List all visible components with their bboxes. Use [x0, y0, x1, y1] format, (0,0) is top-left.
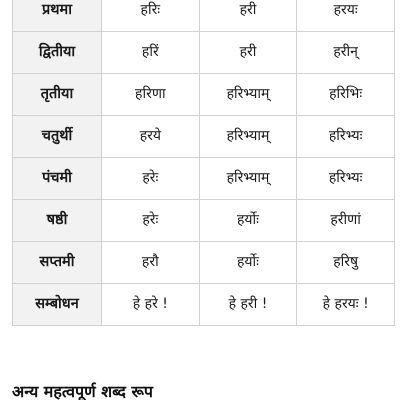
singular-form: हरेः [102, 158, 200, 200]
table-row [13, 284, 395, 326]
singular-form: हरिः [102, 0, 200, 32]
dual-form: हर्योः [199, 200, 297, 242]
case-label: प्रथमा [13, 0, 102, 32]
section-heading: अन्य महत्वपूर्ण शब्द रूप [12, 382, 154, 400]
plural-form: हरीणां [297, 200, 395, 242]
singular-form: हरिं [102, 32, 200, 74]
plural-form: हरिषु [297, 242, 395, 284]
plural-form: हरिभ्यः [297, 158, 395, 200]
dual-form: हरिभ्याम् [199, 116, 297, 158]
dual-form: हरिभ्याम् [199, 74, 297, 116]
plural-form: हरिभिः [297, 74, 395, 116]
singular-form: हे हरे ! [102, 284, 200, 326]
singular-form: हरये [102, 116, 200, 158]
case-label: तृतीया [13, 74, 102, 116]
table-row [13, 242, 395, 284]
singular-form: हरेः [102, 200, 200, 242]
dual-form: हरिभ्याम् [199, 158, 297, 200]
plural-form: हरिभ्यः [297, 116, 395, 158]
singular-form: हरिणा [102, 74, 200, 116]
case-label: पंचमी [13, 158, 102, 200]
case-label: षष्ठी [13, 200, 102, 242]
declension-table [12, 0, 395, 326]
case-label: चतुर्थी [13, 116, 102, 158]
plural-form: हरयः [297, 0, 395, 32]
table-row [13, 74, 395, 116]
dual-form: हरी [199, 0, 297, 32]
table-row [13, 32, 395, 74]
dual-form: हे हरी ! [199, 284, 297, 326]
table-row [13, 116, 395, 158]
dual-form: हरी [199, 32, 297, 74]
table-row [13, 0, 395, 32]
dual-form: हर्योः [199, 242, 297, 284]
case-label: सम्बोधन [13, 284, 102, 326]
table-row [13, 158, 395, 200]
singular-form: हरौ [102, 242, 200, 284]
case-label: द्वितीया [13, 32, 102, 74]
case-label: सप्तमी [13, 242, 102, 284]
plural-form: हरीन् [297, 32, 395, 74]
plural-form: हे हरयः ! [297, 284, 395, 326]
table-row [13, 200, 395, 242]
